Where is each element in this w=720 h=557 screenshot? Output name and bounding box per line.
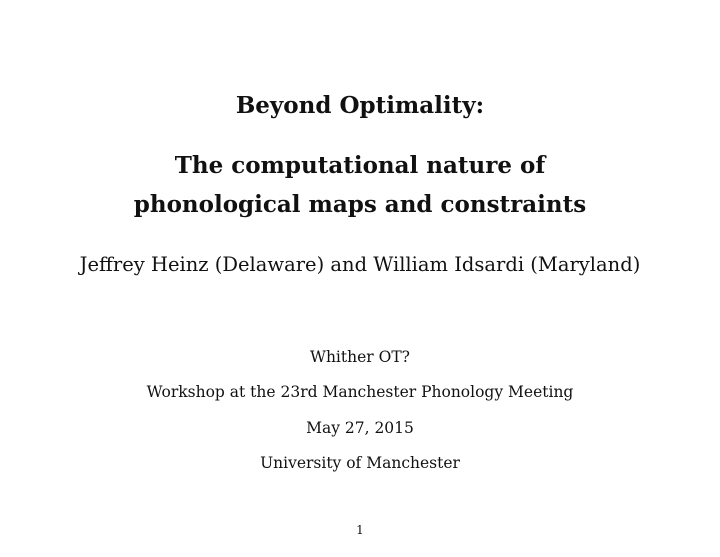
slide-title: Beyond Optimality:: [235, 92, 485, 119]
authors-line: Jeffrey Heinz (Delaware) and William Idsardi (Maryland): [79, 253, 641, 276]
date-line: May 27, 2015: [306, 419, 414, 437]
subtitle-line-1: The computational nature of: [174, 152, 546, 179]
subtitle-line-2: phonological maps and constraints: [133, 191, 587, 218]
page-number: 1: [356, 523, 364, 537]
event-name: Whither OT?: [310, 348, 410, 366]
workshop-line: Workshop at the 23rd Manchester Phonology Meeting: [146, 383, 574, 401]
venue-line: University of Manchester: [260, 454, 460, 472]
slide-subtitle: [0, 146, 720, 224]
